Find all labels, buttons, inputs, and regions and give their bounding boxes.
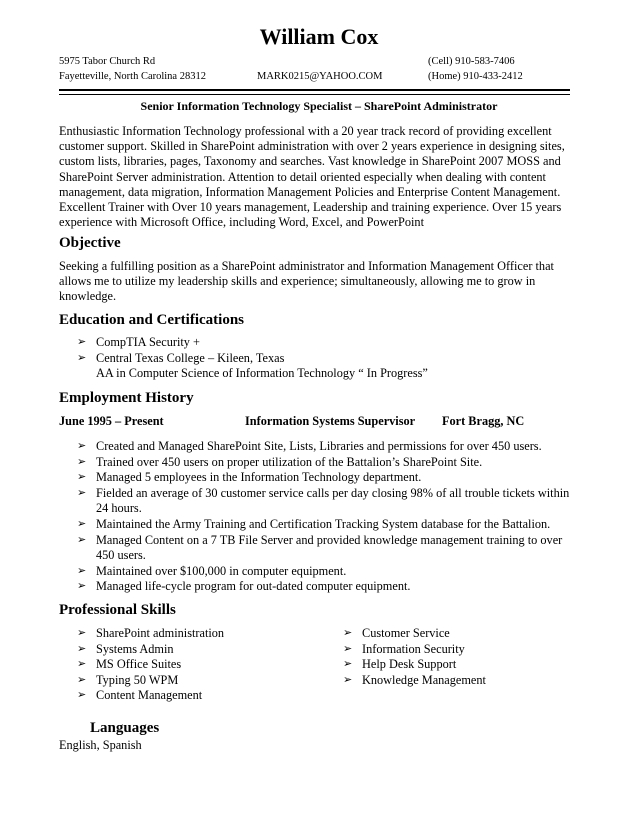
arrow-bullet-icon: ➢ (343, 642, 353, 655)
header-divider-thick (59, 89, 570, 91)
arrow-bullet-icon: ➢ (77, 517, 87, 530)
arrow-bullet-icon: ➢ (343, 673, 353, 686)
arrow-bullet-icon: ➢ (343, 627, 353, 639)
list-item: ➢ Help Desk Support (343, 657, 457, 672)
arrow-bullet-icon: ➢ (77, 336, 87, 348)
list-item-detail (77, 366, 557, 382)
languages-text: English, Spanish (59, 738, 142, 752)
list-item: ➢ Fielded an average of 30 customer service calls per day closing 98% of all trouble tickets within 24 hours. (77, 485, 570, 516)
email-address: MARK0215@YAHOO.COM (257, 71, 383, 82)
skills-list-right (343, 626, 573, 688)
arrow-bullet-icon: ➢ (77, 455, 87, 468)
education-heading: Education and Certifications (59, 312, 245, 328)
list-item: ➢ Customer Service (343, 626, 450, 640)
arrow-bullet-icon: ➢ (77, 642, 87, 655)
list-item: ➢ Central Texas College – Kileen, Texas (77, 350, 285, 365)
arrow-bullet-icon: ➢ (77, 673, 87, 686)
skills-list-left (77, 626, 327, 704)
skills-heading: Professional Skills (59, 602, 176, 618)
list-item: ➢ MS Office Suites (77, 657, 182, 672)
header-divider-thin (59, 94, 570, 95)
address-line-1: 5975 Tabor Church Rd (59, 56, 156, 67)
list-item: ➢ Managed Content on a 7 TB File Server and provided knowledge management training to over 450 users. (77, 532, 563, 563)
list-item: ➢ Managed life-cycle program for out-dated computer equipment. (77, 579, 411, 594)
arrow-bullet-icon: ➢ (77, 658, 87, 671)
arrow-bullet-icon: ➢ (343, 658, 353, 671)
job-location: Fort Bragg, NC (442, 414, 525, 428)
summary-paragraph: Enthusiastic Information Technology professional with a 20 year track record of providing excellent customer support. Skilled in SharePoint administration with over 2 years experience in designing sites, custom lists, libraries, pages, Taxonomy and searches. Vast knowledge in SharePoint 2007 MOSS and SharePoint Server administration. Attention to detail oriented especially when dealing with content management, data migration, Information Management Policies and Enterprise Content Management. Excellent Trainer with Over 10 years management, Leadership and training experience. Over 15 years experience with Microsoft Office, including Word, Excel, and PowerPoint (59, 124, 565, 230)
list-item: ➢ Managed 5 employees in the Information Technology department. (77, 470, 422, 485)
address-line-2: Fayetteville, North Carolina 28312 (59, 71, 206, 82)
employment-duties-list (77, 439, 579, 595)
list-item: ➢ Information Security (343, 641, 465, 656)
objective-heading: Objective (59, 235, 121, 251)
list-item: ➢ Maintained over $100,000 in computer equipment. (77, 563, 347, 578)
list-item: ➢ SharePoint administration (77, 626, 225, 640)
arrow-bullet-icon: ➢ (77, 580, 87, 593)
list-item: ➢ Trained over 450 users on proper utilization of the Battalion’s SharePoint Site. (77, 454, 483, 469)
cell-phone: (Cell) 910-583-7406 (428, 56, 515, 67)
list-item: ➢ Maintained the Army Training and Certification Tracking System database for the Battalion. (77, 516, 551, 531)
employment-heading: Employment History (59, 390, 194, 406)
arrow-bullet-icon: ➢ (77, 440, 87, 452)
languages-heading: Languages (90, 720, 160, 736)
arrow-bullet-icon: ➢ (77, 533, 87, 546)
list-item: ➢ Knowledge Management (343, 672, 486, 687)
arrow-bullet-icon: ➢ (77, 564, 87, 577)
education-list (77, 335, 557, 382)
list-item: ➢ Systems Admin (77, 641, 174, 656)
professional-title: Senior Information Technology Specialist – SharePoint Administrator (140, 99, 498, 113)
job-header (59, 414, 559, 430)
arrow-bullet-icon: ➢ (77, 351, 87, 364)
arrow-bullet-icon: ➢ (77, 689, 87, 702)
list-item: ➢ CompTIA Security + (77, 335, 200, 349)
list-item: ➢ Typing 50 WPM (77, 672, 179, 687)
home-phone: (Home) 910-433-2412 (428, 71, 523, 82)
job-position: Information Systems Supervisor (245, 414, 416, 428)
list-item: ➢ Content Management (77, 688, 203, 703)
arrow-bullet-icon: ➢ (77, 486, 87, 499)
objective-text: Seeking a fulfilling position as a SharePoint administrator and Information Management Officer that allows me to utilize my leadership skills and experience; simultaneously, allowing me to grow in knowledge. (59, 259, 554, 304)
arrow-bullet-icon: ➢ (77, 627, 87, 639)
list-item: ➢ Created and Managed SharePoint Site, Lists, Libraries and permissions for over 450 users. (77, 439, 542, 453)
degree-detail: AA in Computer Science of Information Technology “ In Progress” (96, 366, 428, 381)
arrow-bullet-icon: ➢ (77, 471, 87, 484)
candidate-name: William Cox (259, 24, 379, 49)
job-dates: June 1995 – Present (59, 414, 164, 428)
